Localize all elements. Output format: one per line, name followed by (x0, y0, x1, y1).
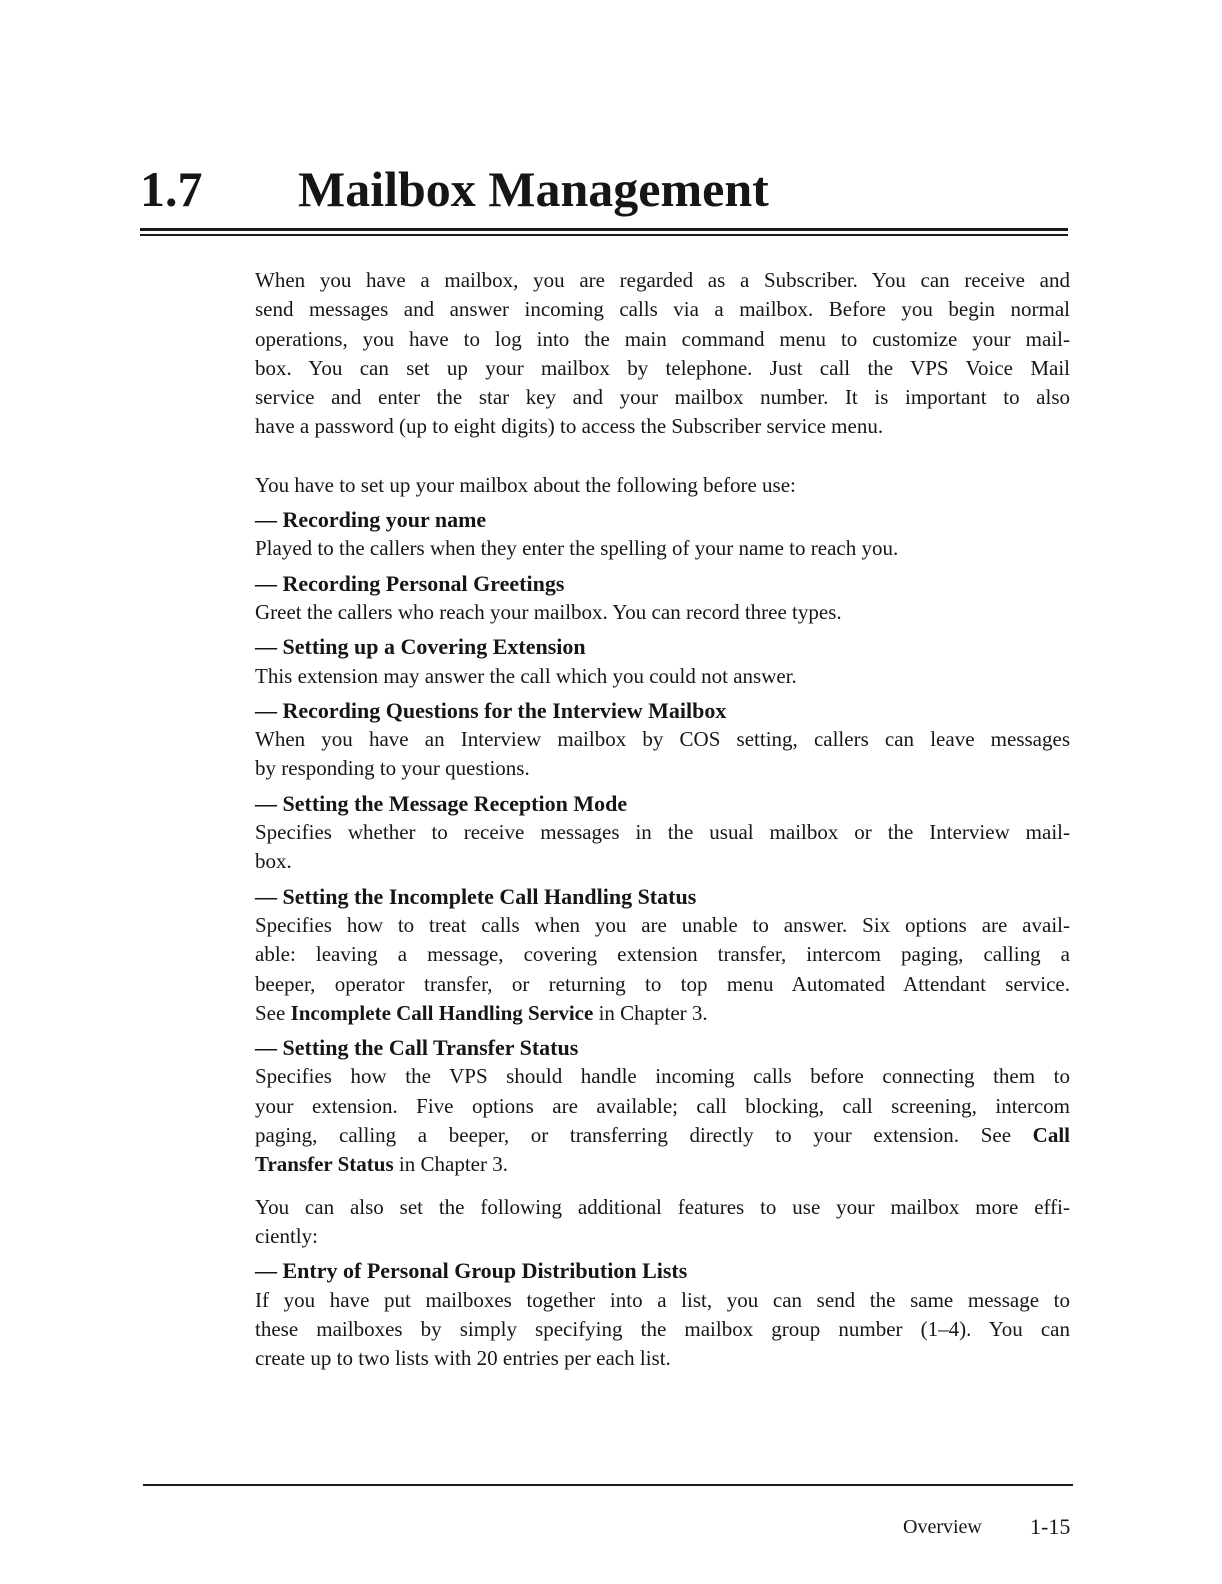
text-line (255, 999, 1070, 1028)
text-span: in Chapter 3. (393, 1152, 508, 1177)
text-line: have a password (up to eight digits) to access the Subscriber service menu. (255, 414, 884, 439)
text-line: This extension may answer the call which you could not answer. (255, 663, 797, 688)
section-title: Mailbox Management (298, 161, 769, 217)
text-line: When you have an Interview mailbox by COS setting, callers can leave messages (255, 727, 1070, 752)
paragraph (255, 471, 1070, 500)
bold-reference: Transfer Status (255, 1152, 394, 1177)
paragraph (255, 534, 1070, 563)
text-line: your extension. Five options are available; call blocking, call screening, intercom (255, 1093, 1070, 1118)
paragraph (255, 818, 1070, 877)
text-line: You can also set the following additional features to use your mailbox more effi- (255, 1194, 1070, 1219)
footer-rule (143, 1484, 1073, 1486)
text-line: service and enter the star key and your mailbox number. It is important to also (255, 385, 1070, 410)
text-line (255, 1150, 1070, 1179)
text-line: Played to the callers when they enter the spelling of your name to reach you. (255, 536, 899, 561)
section-number: 1.7 (140, 161, 203, 217)
bold-reference: Call (1032, 1123, 1070, 1148)
text-span: See (255, 1000, 291, 1025)
paragraph (255, 662, 1070, 691)
text-line: create up to two lists with 20 entries per each list. (255, 1346, 671, 1371)
paragraph (255, 1193, 1070, 1252)
text-line: Specifies how to treat calls when you are unable to answer. Six options are avail- (255, 912, 1070, 937)
text-span: in Chapter 3. (593, 1000, 708, 1025)
bold-reference: Incomplete Call Handling Service (290, 1000, 594, 1025)
text-line: box. You can set up your mailbox by telephone. Just call the VPS Voice Mail (255, 355, 1070, 380)
item-heading: — Entry of Personal Group Distribution Lists (255, 1258, 688, 1284)
item-heading: — Recording Questions for the Interview Mailbox (255, 697, 727, 723)
text-line (255, 1121, 1070, 1150)
text-line: these mailboxes by simply specifying the mailbox group number (1–4). You can (255, 1316, 1070, 1341)
text-line: You have to set up your mailbox about the following before use: (255, 472, 796, 497)
text-line: Greet the callers who reach your mailbox. You can record three types. (255, 599, 842, 624)
text-line: box. (255, 849, 292, 874)
header-rule-secondary (140, 234, 1068, 236)
text-line: beeper, operator transfer, or returning to top menu Automated Attendant service. (255, 971, 1070, 996)
item-heading: — Setting the Message Reception Mode (255, 790, 628, 816)
paragraph (255, 266, 1070, 442)
paragraph (255, 1286, 1070, 1374)
text-line: When you have a mailbox, you are regarded as a Subscriber. You can receive and (255, 268, 1070, 292)
text-line: If you have put mailboxes together into a list, you can send the same message to (255, 1287, 1070, 1312)
footer-page-number: 1-15 (1030, 1514, 1071, 1539)
item-heading: — Recording your name (255, 507, 487, 533)
header-rule (140, 228, 1068, 231)
paragraph (255, 911, 1070, 1028)
footer-section-name: Overview (903, 1516, 982, 1538)
text-line: operations, you have to log into the main command menu to customize your mail- (255, 326, 1070, 351)
text-line: Specifies how the VPS should handle incoming calls before connecting them to (255, 1064, 1070, 1089)
text-line: able: leaving a message, covering extension transfer, intercom paging, calling a (255, 942, 1070, 967)
body-text (255, 266, 1070, 1373)
text-line: send messages and answer incoming calls via a mailbox. Before you begin normal (255, 297, 1070, 322)
paragraph (255, 598, 1070, 627)
paragraph (255, 1062, 1070, 1179)
item-heading: — Setting the Incomplete Call Handling Status (255, 883, 697, 909)
item-heading: — Setting the Call Transfer Status (255, 1035, 579, 1061)
text-span: paging, calling a beeper, or transferring directly to your extension. See (255, 1123, 1033, 1148)
text-line: ciently: (255, 1223, 318, 1248)
text-line: Specifies whether to receive messages in the usual mailbox or the Interview mail- (255, 820, 1070, 845)
item-heading: — Recording Personal Greetings (255, 570, 565, 596)
paragraph (255, 725, 1070, 784)
item-heading: — Setting up a Covering Extension (255, 634, 586, 660)
text-line: by responding to your questions. (255, 756, 530, 781)
